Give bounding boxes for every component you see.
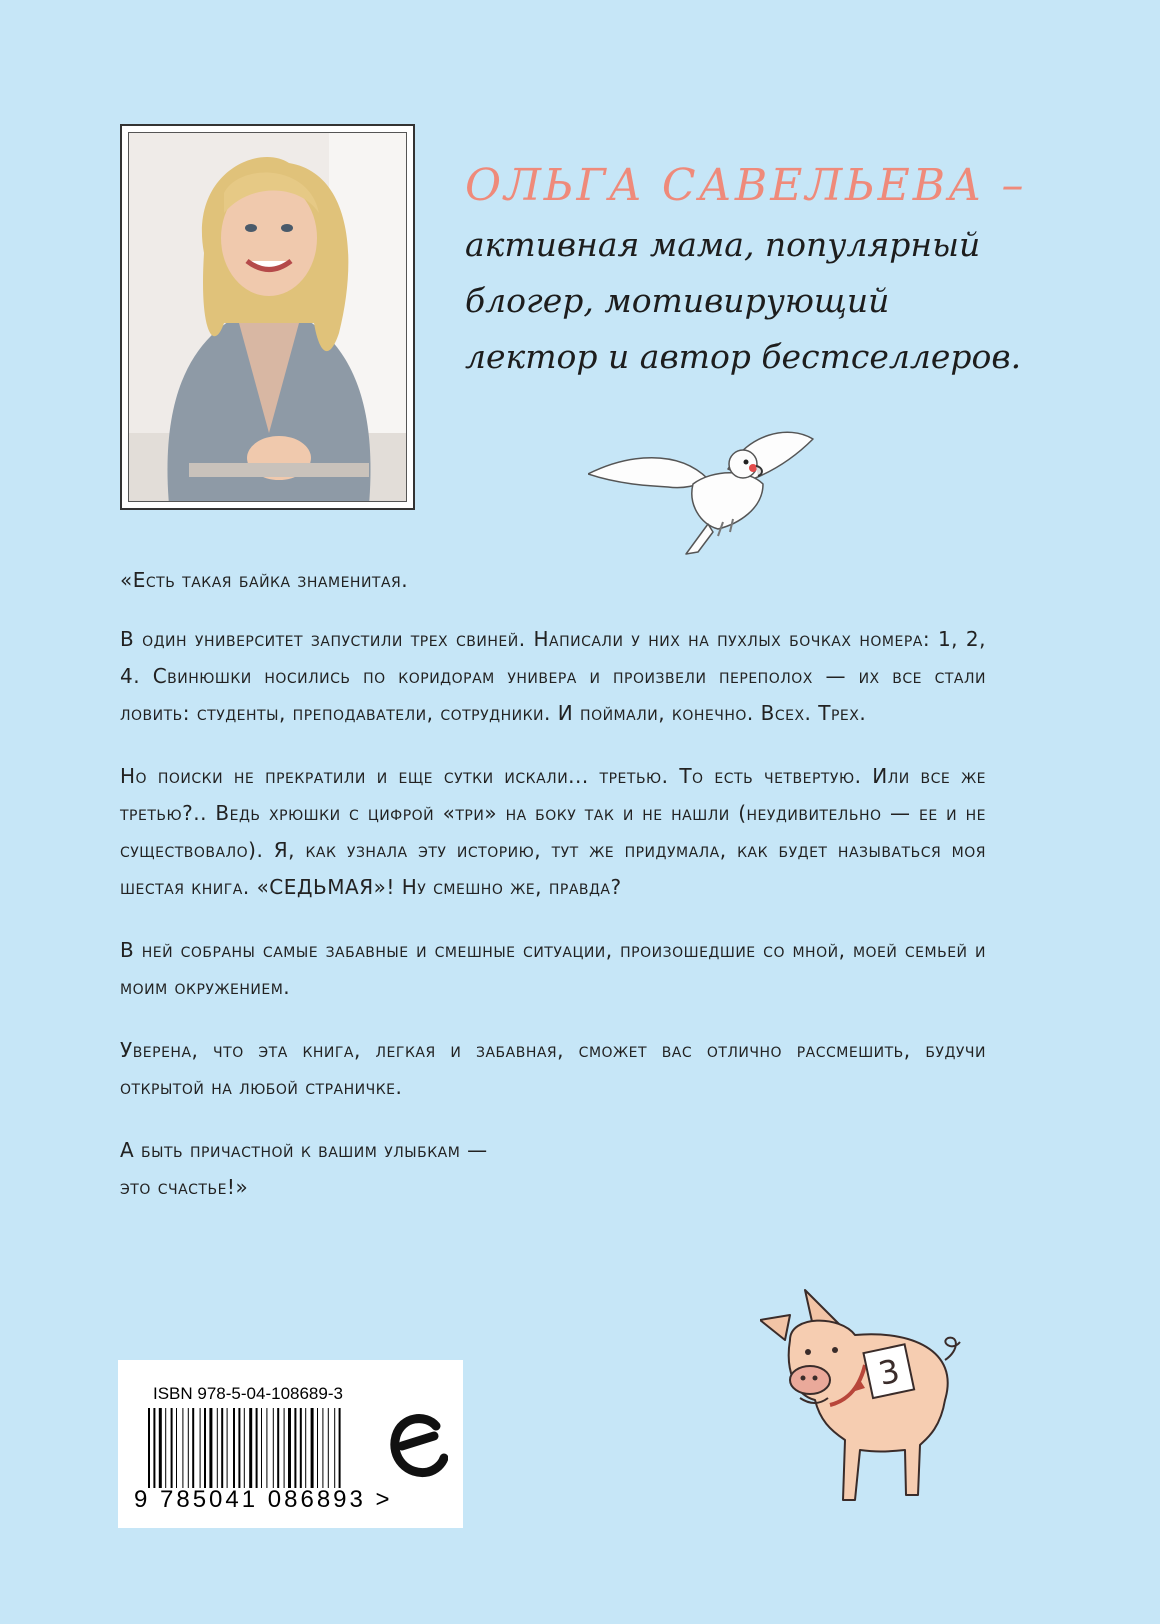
author-bio-line: лектор и автор бестселлеров. [465, 337, 1022, 376]
barcode-label [118, 1360, 463, 1528]
pig-number-tag: 3 [875, 1351, 903, 1393]
blurb-paragraph: В ней собраны самые забавные и смешные ситуации, произошедшие со мной, моей семьей и моим окружением. [120, 938, 986, 999]
blurb-line: А быть причастной к вашим улыбкам — [120, 1138, 488, 1162]
author-photo [128, 132, 407, 502]
isbn-text: ISBN 978-5-04-108689-3 [153, 1384, 343, 1403]
blurb-paragraph: В один университет запустили трех свиней. Написали у них на пухлых бочках номера: 1, 2, 4. Свинюшки носились по коридорам универа и произвели переполох — их все стали ловить: студенты, преподаватели, сотрудники. И поймали, конечно. Всех. Трех. [120, 627, 986, 725]
blurb-line: это счастье!» [120, 1175, 249, 1199]
blurb-text [120, 562, 986, 1206]
author-name: ОЛЬГА САВЕЛЬЕВА – [465, 160, 1027, 211]
blurb-paragraph: Но поиски не прекратили и еще сутки искали... третью. То есть четвертую. Или все же третью?.. Ведь хрюшки с цифрой «три» на боку так и не нашли (неудивительно — ее и не существовало). Я, как узнала эту историю, тут же придумала, как будет называться моя шестая книга. «СЕДЬМАЯ»! Ну смешно же, правда? [120, 764, 986, 899]
author-bio-line: активная мама, популярный [465, 225, 981, 264]
publisher-logo-icon [388, 1412, 448, 1480]
blurb-paragraph: «Есть такая байка знаменитая. [120, 568, 409, 592]
parrot-icon [588, 424, 828, 564]
blurb-paragraph: Уверена, что эта книга, легкая и забавная, сможет вас отлично рассмешить, будучи открытой на любой страничке. [120, 1038, 986, 1099]
pig-icon [760, 1280, 990, 1530]
author-bio [465, 160, 1025, 385]
barcode-bars [148, 1408, 374, 1488]
barcode-digits: 9 785041 086893 > [134, 1486, 393, 1513]
author-photo-frame [120, 124, 415, 510]
author-bio-line: блогер, мотивирующий [465, 281, 890, 320]
author-portrait-illustration [129, 133, 407, 502]
blurb-closing [120, 1132, 986, 1206]
